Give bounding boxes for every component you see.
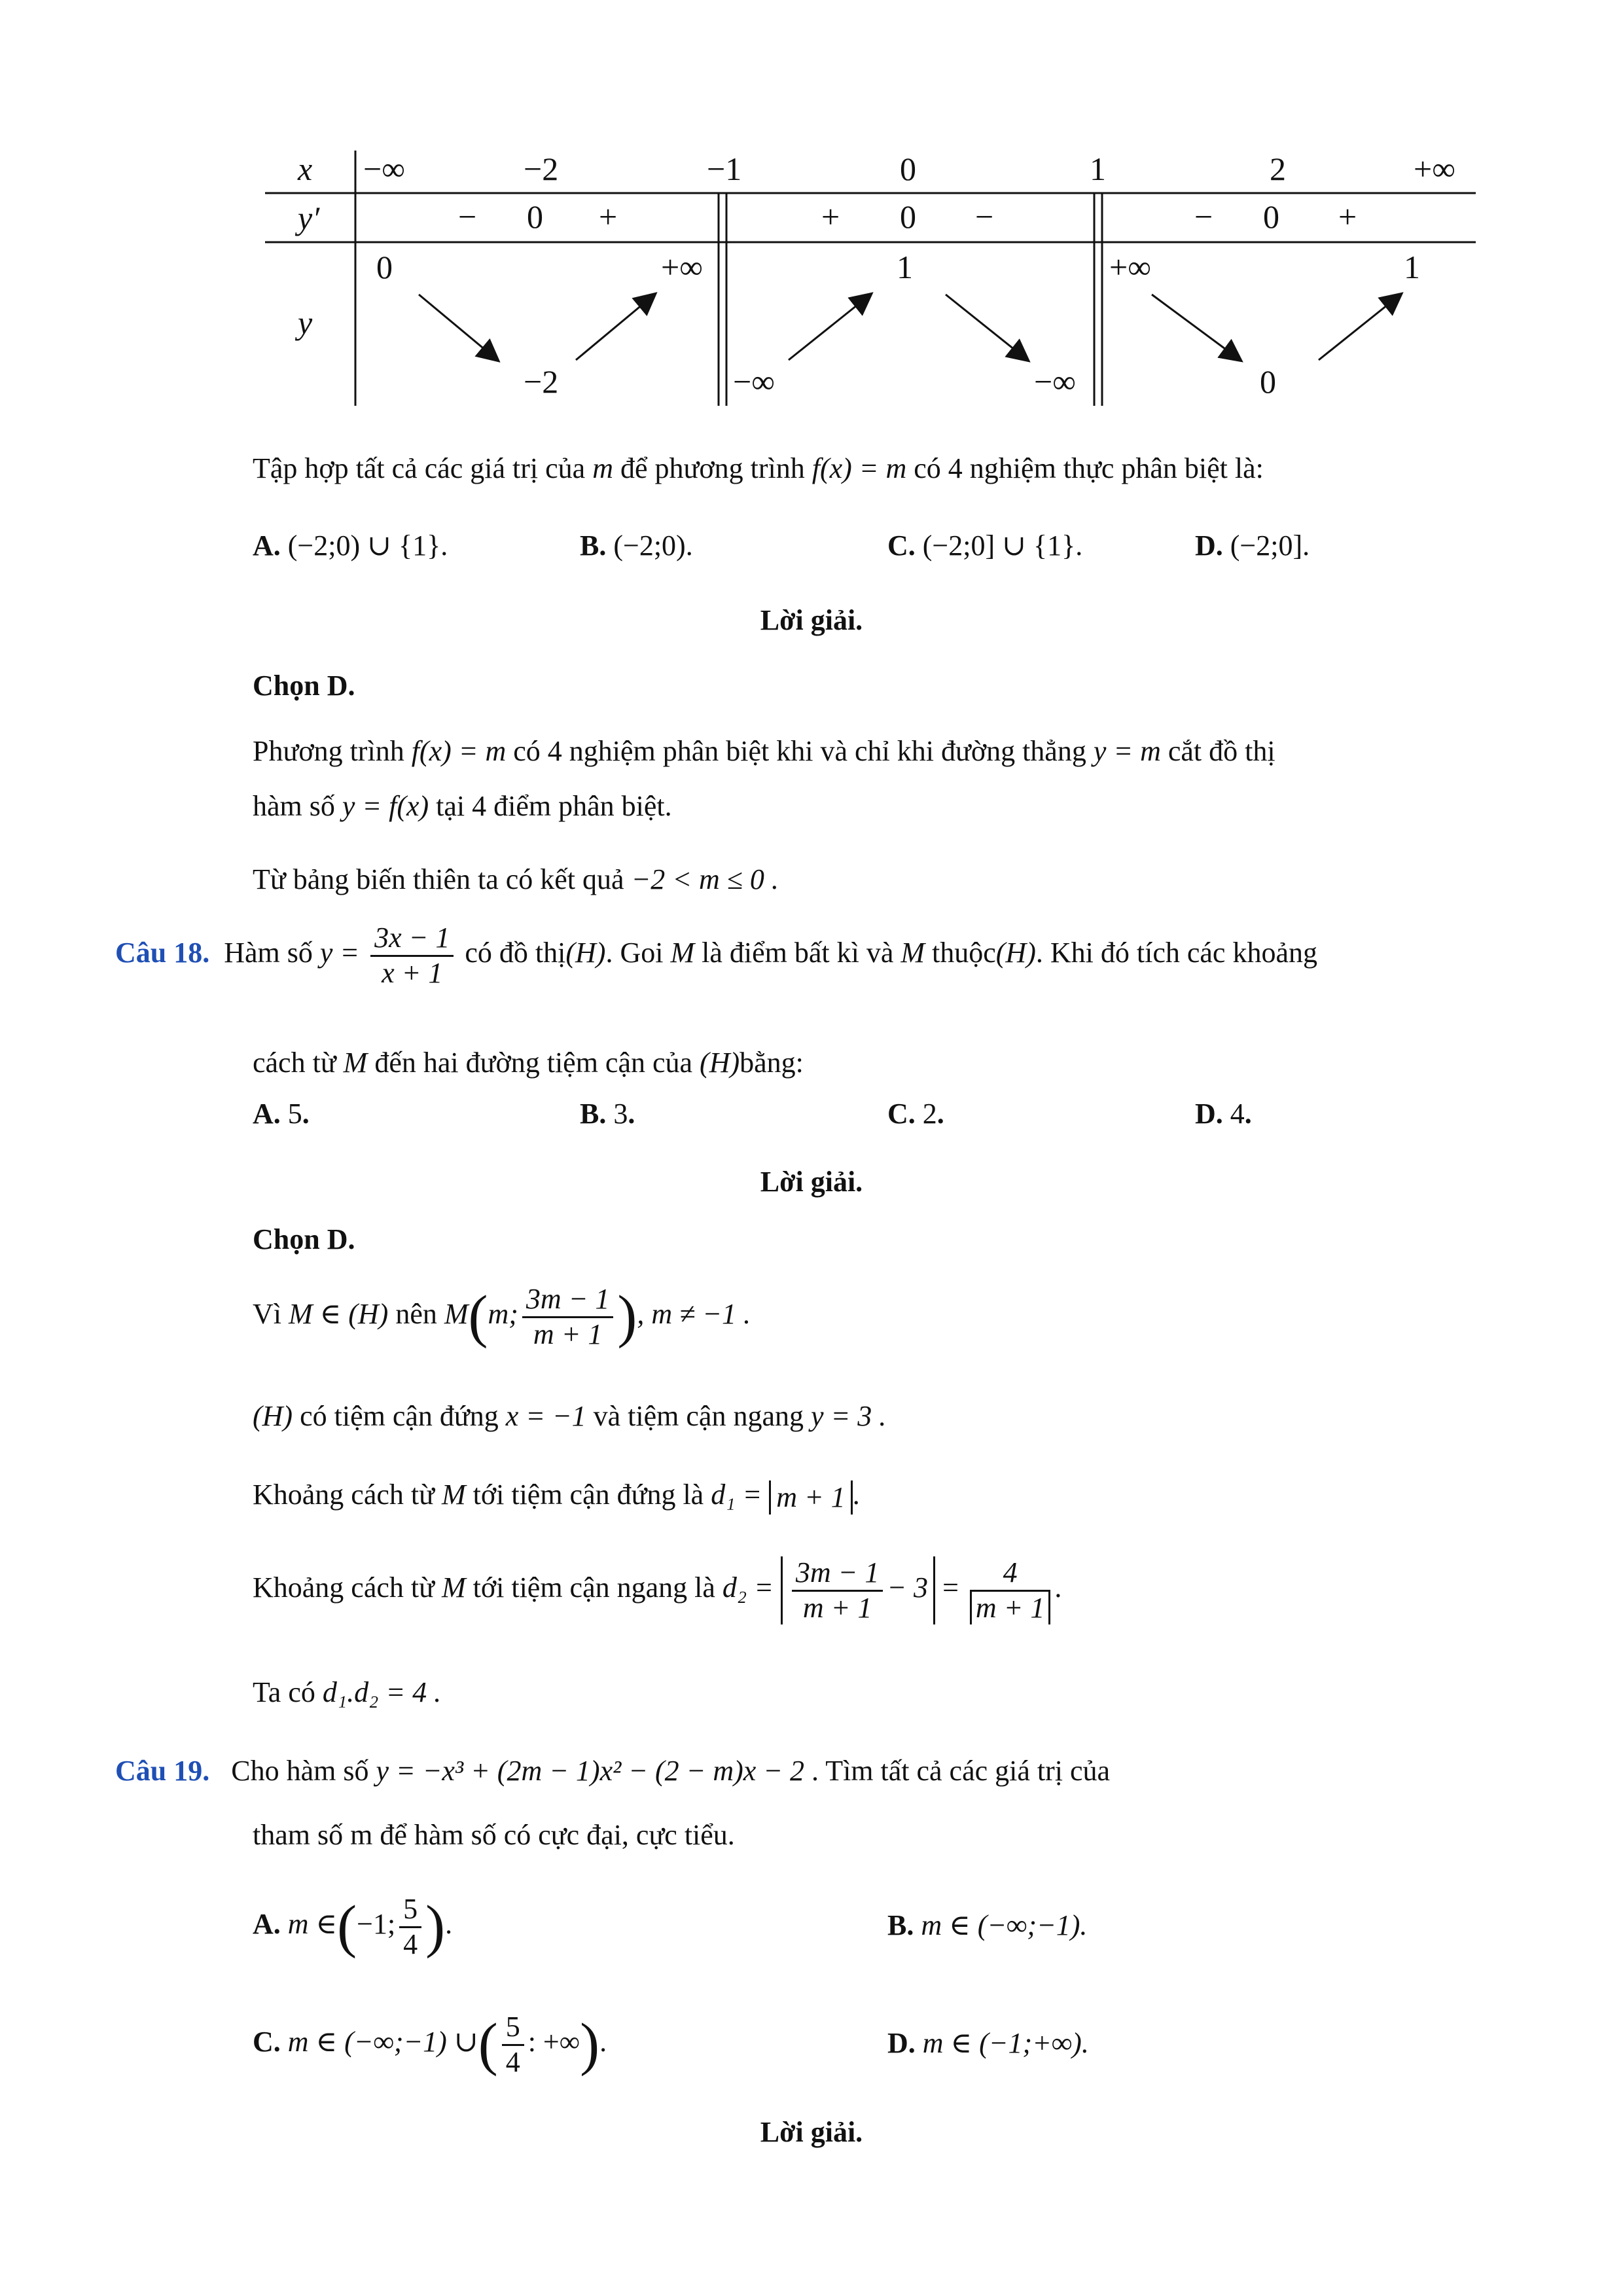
q19-option-a[interactable]: A. m ∈(−1; $\frac{5}{4}$ ). — [253, 1893, 453, 1960]
q18-choice: Chọn D. — [253, 1223, 355, 1255]
increase-arrow — [1319, 295, 1400, 360]
q18-stem-line1: Câu 18. Hàm số y = $\frac{3x - 1}{x + 1}$ có đồ thị(H). Goi M là điểm bất kì và M thuộc(H). Khi đó tích các khoảng — [115, 922, 1317, 989]
q17-sol-line3: Từ bảng biến thiên ta có kết quả −2 < m ≤ 0 . — [253, 863, 779, 895]
q18-stem-line2: cách từ M đến hai đường tiệm cận của (H)bằng: — [253, 1047, 804, 1079]
q18-option-c[interactable]: C. 2. — [887, 1098, 944, 1130]
q18-sol-line2: (H) có tiệm cận đứng x = −1 và tiệm cận ngang y = 3 . — [253, 1400, 887, 1432]
y-value: 0 — [1260, 363, 1276, 400]
q19-option-d[interactable]: D. m ∈ (−1;+∞). — [887, 2027, 1089, 2059]
yprime-sign: − — [975, 198, 994, 235]
y-value: +∞ — [1109, 249, 1151, 285]
q17-option-c[interactable]: C. (−2;0] ∪ {1}. — [887, 529, 1083, 562]
q17-sol-line2: hàm số y = f(x) tại 4 điểm phân biệt. — [253, 790, 672, 822]
q19-label: Câu 19. — [115, 1755, 210, 1787]
q18-label: Câu 18. — [115, 937, 210, 969]
yprime-sign: 0 — [900, 198, 916, 235]
yprime-sign: − — [458, 198, 477, 235]
q19-option-c[interactable]: C. m ∈ (−∞;−1) ∪( $\frac{5}{4}$ : +∞). — [253, 2011, 607, 2078]
yprime-sign: + — [821, 198, 840, 235]
decrease-arrow — [946, 295, 1027, 360]
decrease-arrow — [419, 295, 497, 360]
y-value: −∞ — [733, 363, 775, 400]
yprime-sign: + — [599, 198, 618, 235]
q19-stem-line1: Câu 19. Cho hàm số y = −x³ + (2m − 1)x² − (2 − m)x − 2 . Tìm tất cả các giá trị của — [115, 1755, 1111, 1787]
x-value: −1 — [707, 151, 742, 187]
q18-sol-line1: Vì M ∈ (H) nên M(m; $\frac{3m - 1}{m + 1}$ ), m ≠ −1 . — [253, 1283, 751, 1350]
q18-fraction: $\frac{3x - 1}{x + 1}$ — [370, 922, 454, 990]
decrease-arrow — [1152, 295, 1240, 360]
x-value: 0 — [900, 151, 916, 187]
q18-solution-title: Lời giải. — [760, 1166, 863, 1198]
q17-sol-line1: Phương trình f(x) = m có 4 nghiệm phân biệt khi và chỉ khi đường thẳng y = m cắt đồ thị — [253, 735, 1275, 767]
increase-arrow — [789, 295, 870, 360]
x-value: 1 — [1090, 151, 1106, 187]
yprime-sign: + — [1338, 198, 1357, 235]
variation-table — [0, 0, 1623, 419]
y-value: +∞ — [661, 249, 703, 285]
q19-solution-title: Lời giải. — [760, 2116, 863, 2148]
x-value: +∞ — [1414, 151, 1455, 187]
table-x-label: x — [298, 151, 313, 187]
y-value: 1 — [1404, 249, 1420, 285]
q18-option-b[interactable]: B. 3. — [580, 1098, 635, 1130]
q17-option-d[interactable]: D. (−2;0]. — [1195, 529, 1310, 562]
q18-sol-line4: Khoảng cách từ M tới tiệm cận ngang là d₂ = $\frac{3m - 1}{m + 1}$ − 3 = $\frac{4}{m + 1}$ . — [253, 1556, 1062, 1624]
q18-option-a[interactable]: A. 5. — [253, 1098, 310, 1130]
q19-stem-line2: tham số m để hàm số có cực đại, cực tiểu. — [253, 1819, 735, 1851]
x-value: 2 — [1270, 151, 1286, 187]
q17-choice: Chọn D. — [253, 670, 355, 702]
y-value: −∞ — [1034, 363, 1076, 400]
q17-option-a[interactable]: A. (−2;0) ∪ {1}. — [253, 529, 448, 562]
q17-prompt: Tập hợp tất cả các giá trị của m để phương trình f(x) = m có 4 nghiệm thực phân biệt là: — [253, 452, 1264, 484]
x-value: −∞ — [363, 151, 405, 187]
y-value: 1 — [897, 249, 913, 285]
q18-sol-line3: Khoảng cách từ M tới tiệm cận đứng là d₁ = m + 1 . — [253, 1478, 860, 1515]
table-yprime-label: y′ — [298, 200, 320, 236]
q18-sol-line5: Ta có d₁.d₂ = 4 . — [253, 1676, 442, 1708]
y-value: −2 — [524, 363, 559, 400]
x-value: −2 — [524, 151, 559, 187]
yprime-sign: 0 — [1263, 198, 1279, 235]
q17-solution-title: Lời giải. — [760, 604, 863, 636]
q19-option-b[interactable]: B. m ∈ (−∞;−1). — [887, 1909, 1088, 1941]
q18-option-d[interactable]: D. 4. — [1195, 1098, 1252, 1130]
y-value: 0 — [376, 249, 393, 285]
increase-arrow — [576, 295, 654, 360]
yprime-sign: 0 — [527, 198, 543, 235]
table-y-label: y — [298, 304, 313, 341]
q17-option-b[interactable]: B. (−2;0). — [580, 529, 693, 562]
yprime-sign: − — [1194, 198, 1213, 235]
